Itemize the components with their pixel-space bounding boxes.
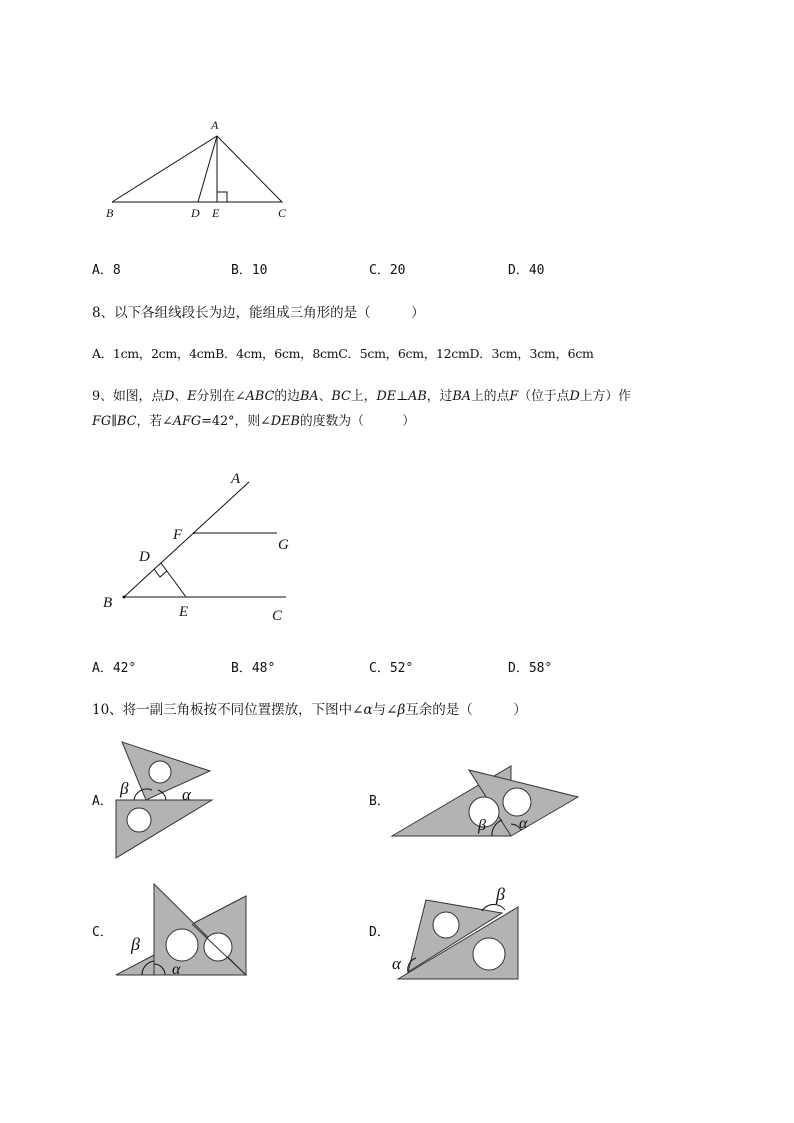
q9-text: BC — [331, 389, 351, 404]
q9-stem-line1 — [92, 389, 631, 405]
set-square-hole — [149, 761, 171, 783]
triangle-abc — [112, 136, 282, 202]
q10-option-a-label[interactable]: A． — [92, 794, 113, 809]
label-g: G — [278, 537, 289, 553]
q9-text: AFG — [172, 414, 202, 429]
q9-text: BA — [299, 389, 319, 404]
q8-options-row — [92, 346, 594, 362]
q10-option-d-label[interactable]: D． — [369, 925, 390, 940]
label-e: E — [212, 206, 220, 220]
q10-text: 10、将一副三角板按不同位置摆放，下图中∠ — [92, 702, 364, 718]
label-c: C — [272, 608, 283, 624]
q9-text: 、 — [318, 389, 332, 404]
point-f — [193, 532, 195, 534]
q9-text: F — [509, 389, 519, 404]
label-c: C — [278, 206, 287, 220]
label-e: E — [179, 604, 189, 620]
right-angle-mark — [154, 569, 167, 577]
q10-option-b-label[interactable]: B． — [369, 794, 390, 809]
q9-text: AB — [408, 389, 427, 404]
q10-text: 与∠ — [372, 702, 398, 718]
q9-text: ABC — [245, 389, 275, 404]
point-b — [123, 596, 126, 599]
q9-text: E — [187, 389, 197, 404]
set-square-hole — [204, 933, 232, 961]
ray-ba — [124, 482, 249, 597]
set-square-hole — [433, 912, 459, 938]
q9-option-c[interactable]: C．52° — [369, 661, 414, 676]
q9-text: 的边 — [274, 389, 300, 404]
label-b: B — [103, 595, 113, 611]
q9-stem-line2 — [92, 414, 415, 430]
q7-option-b[interactable]: B．10 — [231, 263, 268, 278]
q7-option-d[interactable]: D．40 — [508, 263, 545, 278]
q9-text: ，若∠ — [136, 414, 173, 429]
q9-text: 上方）作 — [579, 389, 631, 404]
q7-option-a[interactable]: A．8 — [92, 263, 121, 278]
q9-text: ，过 — [426, 389, 453, 404]
q10-stem — [92, 702, 527, 718]
label-beta: β — [120, 779, 129, 798]
segment-de — [161, 563, 186, 597]
q9-text: 9、如图，点 — [92, 389, 165, 404]
q8-option-c[interactable]: C．5cm，6cm，12cm — [338, 346, 470, 361]
q10-option-c-figure[interactable] — [112, 880, 252, 980]
q9-text: 上， — [350, 389, 377, 404]
q9-text: DE — [376, 389, 397, 404]
q9-text: BA — [452, 389, 471, 404]
label-a: A — [211, 118, 219, 132]
q10-option-c-label[interactable]: C． — [92, 925, 113, 940]
label-d: D — [139, 549, 150, 565]
set-square-hole — [127, 808, 151, 832]
q9-text: 上的点 — [471, 389, 510, 404]
q8-option-d[interactable]: D．3cm，3cm，6cm — [469, 346, 594, 361]
q9-text: 分别在∠ — [196, 389, 246, 404]
q9-text: （位于点 — [518, 389, 570, 404]
q9-text: BC — [117, 414, 137, 429]
label-alpha: α — [392, 954, 401, 973]
q9-text: D — [164, 389, 175, 404]
label-alpha: α — [182, 785, 191, 804]
q9-option-b[interactable]: B．48° — [231, 661, 276, 676]
label-alpha: α — [172, 961, 181, 978]
set-square-left — [116, 955, 154, 975]
q9-angle-figure — [95, 465, 305, 630]
q10-text: β — [397, 702, 406, 718]
label-alpha: α — [519, 815, 528, 832]
q10-option-b-figure[interactable] — [388, 762, 588, 842]
q9-text: FG — [92, 414, 112, 429]
q8-option-b[interactable]: B．4cm，6cm，8cm — [215, 346, 339, 361]
q9-text: ⊥ — [396, 389, 409, 404]
label-beta: β — [478, 817, 486, 834]
q9-text: =42°，则∠ — [201, 414, 271, 429]
q10-option-a-figure[interactable] — [112, 738, 222, 863]
right-angle-mark — [217, 192, 227, 202]
set-square-hole — [473, 938, 505, 970]
set-square-hole — [503, 788, 531, 816]
q9-option-d[interactable]: D．58° — [508, 661, 553, 676]
q8-option-a[interactable]: A．1cm，2cm，4cm — [92, 346, 216, 361]
label-f: F — [173, 527, 183, 543]
q9-text: ∥ — [111, 414, 118, 429]
q9-option-a[interactable]: A．42° — [92, 661, 137, 676]
q10-option-d-figure[interactable] — [388, 880, 528, 985]
q8-stem: 8、以下各组线段长为边，能组成三角形的是（ ） — [92, 305, 425, 321]
q7-option-c[interactable]: C．20 — [369, 263, 406, 278]
label-beta: β — [131, 934, 140, 954]
label-d: D — [191, 206, 200, 220]
q10-text: 互余的是（ ） — [405, 702, 527, 718]
label-b: B — [106, 206, 114, 220]
label-beta: β — [496, 884, 505, 904]
q7-triangle-figure — [100, 115, 310, 225]
q9-text: 、 — [174, 389, 188, 404]
q9-text: D — [569, 389, 580, 404]
set-square-hole — [166, 929, 198, 961]
q10-text: α — [363, 702, 373, 718]
q9-text: 的度数为（ ） — [299, 414, 416, 429]
label-a: A — [231, 471, 241, 487]
q9-text: DEB — [270, 414, 300, 429]
